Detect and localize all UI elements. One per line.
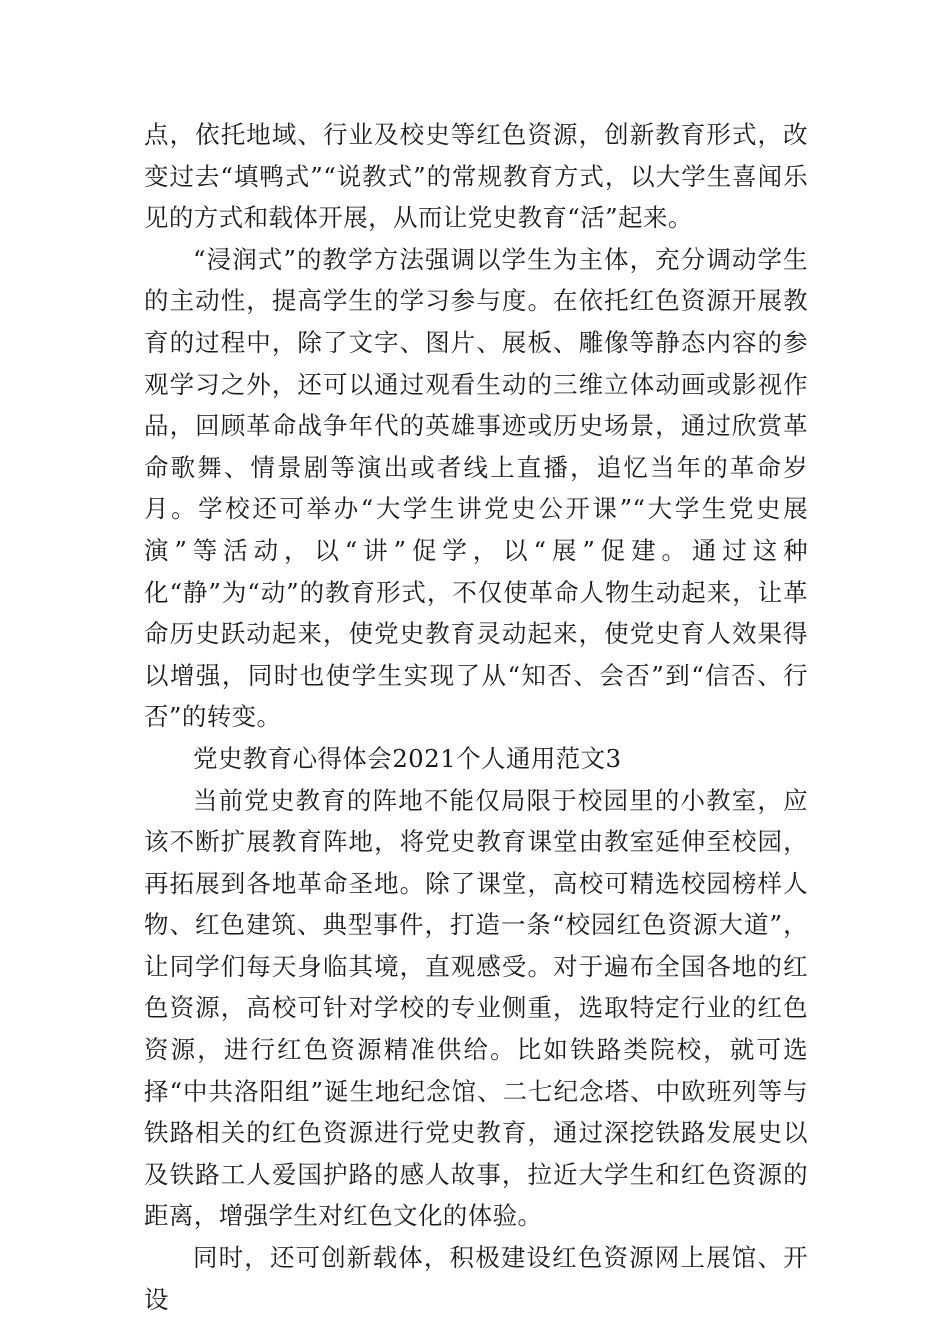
- paragraph-innovation-carrier: 同时，还可创新载体，积极建设红色资源网上展馆、开设: [144, 1243, 808, 1314]
- paragraph-education-front: 当前党史教育的阵地不能仅局限于校园里的小教室，应该不断扩展教育阵地，将党史教育课堂由教室延伸至校园，再拓展到各地革命圣地。除了课堂，高校可精选校园榜样人物、红色建筑、典型事件，打造一条“校园红色资源大道”，让同学们每天身临其境，直观感受。对于遍布全国各地的红色资源，高校可针对学校的专业侧重，选取特定行业的红色资源，进行红色资源精准供给。比如铁路类院校，就可选择“中共洛阳组”诞生地纪念馆、二七纪念塔、中欧班列等与铁路相关的红色资源进行党史教育，通过深挖铁路发展史以及铁路工人爱国护路的感人故事，拉近大学生和红色资源的距离，增强学生对红色文化的体验。: [144, 785, 808, 1231]
- paragraph-immersive-teaching: “浸润式”的教学方法强调以学生为主体，充分调动学生的主动性，提高学生的学习参与度。在依托红色资源开展教育的过程中，除了文字、图片、展板、雕像等静态内容的参观学习之外，还可以通过观看生动的三维立体动画或影视作品，回顾革命战争年代的英雄事迹或历史场景，通过欣赏革命歌舞、情景剧等演出或者线上直播，追忆当年的革命岁月。学校还可举办“大学生讲党史公开课”“大学生党史展演”等活动，以“讲”促学，以“展”促建。通过这种化“静”为“动”的教育形式，不仅使革命人物生动起来，让革命历史跃动起来，使党史教育灵动起来，使党史育人效果得以增强，同时也使学生实现了从“知否、会否”到“信否、行否”的转变。: [144, 244, 808, 732]
- section-heading: 党史教育心得体会2021个人通用范文3: [193, 743, 622, 773]
- paragraph-continuation: 点，依托地域、行业及校史等红色资源，创新教育形式，改变过去“填鸭式”“说教式”的常规教育方式，以大学生喜闻乐见的方式和载体开展，从而让党史教育“活”起来。: [144, 120, 808, 233]
- document-body: [144, 114, 808, 1320]
